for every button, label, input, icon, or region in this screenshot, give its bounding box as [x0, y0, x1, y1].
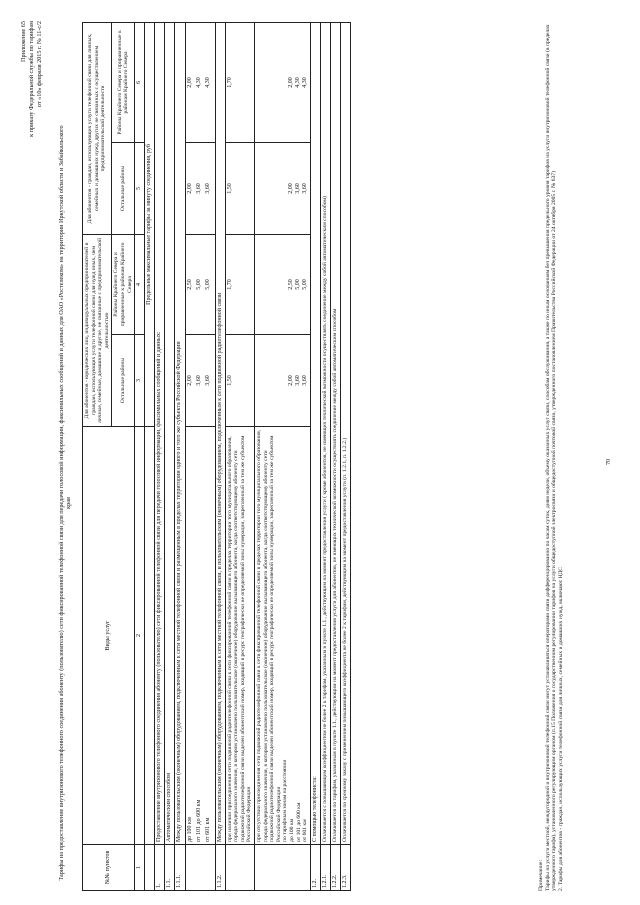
row-num: 1. [155, 845, 165, 891]
tariff-value: 3,60 [301, 183, 308, 194]
row-text: Оплачивается по срочному заказу с применением повышающего коэффициента не более 2 к тарифам, действующим на момент предоставления услуги (п. 1.2.1, п. 1.2.2.) [340, 22, 350, 844]
tariff-value: 2,00 [287, 77, 294, 88]
tariff-values [255, 22, 311, 142]
tariff-value: 3,60 [294, 183, 301, 194]
distance: до 100 км [288, 818, 295, 842]
tariff-value: 4,30 [294, 77, 301, 88]
page-number: 70 [606, 459, 612, 465]
tariff-value: 1,50 [225, 335, 254, 427]
tariff-value: 2,00 [287, 183, 294, 194]
row-num: 1.2. [310, 845, 320, 891]
header [18, 15, 78, 895]
zones-label: по тарифным зонам на расстоянии [282, 759, 289, 842]
colnum: 2 [135, 427, 145, 845]
row-text: Предоставление внутризонового телефонного соединения абоненту (пользователю) сети фиксированной телефонной связи для передачи голосовой информации, факсимильных сообщений и данных: [155, 22, 165, 844]
colnum: 3 [135, 335, 145, 427]
subheader-other-2: Остальные районы [112, 142, 135, 234]
notes-heading: Примечание: [538, 859, 544, 891]
table-row [225, 22, 254, 890]
tariff-values [255, 234, 311, 334]
tariff-value: 5,00 [294, 279, 301, 290]
table-row [320, 22, 330, 890]
subheader-north: Районы Крайнего Севера и приравненные к районам Крайнего Севера [112, 234, 135, 334]
row-num: 1.2.2. [330, 845, 340, 891]
tariff-value: 2,00 [186, 183, 193, 194]
row-text: при наличии присоединения сети подвижной радиотелефонной связи к сети фиксированной телефонной связи в пределах территории того муниципального образования, города федерального значения, в котором установлено пользовательское (оконечное) оборудование вызывающего абонента, когда соответствующему абоненту сети подвижной радиотелефонной связи выделен абонентский номер, входящий в ресурс географически не определяемой зоны нумерации, закрепленный за тем же субъектом Российской Федерации [225, 427, 254, 845]
tariff-values [185, 234, 215, 334]
tariff-value: 3,60 [301, 375, 308, 386]
subheader-other: Остальные районы [112, 335, 135, 427]
note-1: Тарифы на услуги местной, междугородной и внутризоновой телефонной связи могут устанавливаться операторами связи дифференцированно по часам суток, дням недели, объему оказанных услуг связи, способам обслуживания, а также по иным основаниям без превышения предельного уровня тарифов на услуги внутризоновой телефонной связи (в пределах утвержденного тарифа), установленного регулирующим органом (п.15 Положения о государственном регулировании тарифов на услуги общедоступной электросвязи и общедоступной почтовой связи, утвержденного постановлением Правительства Российской Федерации от 24 октября 2005 г. № 637) [544, 24, 558, 891]
distance-list [185, 427, 215, 845]
tariff-value: 5,00 [195, 279, 202, 290]
colnum: 4 [135, 234, 145, 334]
tariff-value: 2,50 [186, 279, 193, 290]
distance: от 601 км [302, 819, 309, 842]
table-row [155, 22, 165, 890]
distance: от 101 до 600 км [295, 802, 302, 842]
tariff-value: 3,60 [195, 183, 202, 194]
note-2: 2. Тарифы для абонентов - граждан, использующих услуги телефонной связи для личных, семейных и домашних нужд, включают НДС [558, 566, 565, 891]
header-service: Виды услуг [83, 427, 135, 845]
unit-label: Предельные максимальные тарифы за минуту соединения, руб [145, 22, 155, 426]
tariff-values [185, 142, 215, 234]
row-num: 1.1. [165, 845, 175, 891]
table-row [165, 22, 175, 890]
tariff-value: 4,30 [204, 77, 211, 88]
document-title: Тарифы на предоставление внутризонового телефонного соединения абоненту (пользователю) сети фиксированной телефонной связи для передачи голосовой информации, факсимильных сообщений и данных для ОАО «Ростелеком» на территории Иркутской области и Забайкальского края [58, 125, 73, 881]
tariff-value: 1,50 [225, 142, 254, 234]
tariff-value: 5,00 [204, 279, 211, 290]
distance: от 101 до 600 км [195, 799, 202, 842]
header-citizens: Для абонентов - граждан, использующих услуги телефонной связи для личных, семейных и домашних нужд, других не связанных с осуществлением предпринимательской деятельности [83, 22, 112, 234]
tariff-value: 3,60 [204, 183, 211, 194]
tariff-value: 2,00 [186, 77, 193, 88]
unit-row [145, 22, 155, 890]
tariff-value: 2,00 [186, 375, 193, 386]
column-numbers-row [135, 22, 145, 890]
tariff-value: 5,00 [301, 279, 308, 290]
row-text-b: при отсутствии присоединения сети подвижной радиотелефонной связи к сети фиксированной телефонной связи в пределах территории того муниципального образования, города федерального значения, в котором установлено пользовательское (оконечное) оборудование вызывающего абонента, когда соответствующему абоненту сети подвижной радиотелефонной связи выделен абонентский номер, входящий в ресурс географически не определяемой зоны нумерации, закрепленный за тем же субъектом Российской Федерации [256, 429, 282, 842]
table-header-row [83, 22, 112, 890]
row-num: 1.1.2. [215, 845, 225, 891]
table-row [330, 22, 340, 890]
row-text [255, 427, 311, 845]
appendix-line-1: Приложение 65 [20, 21, 27, 62]
row-num: 1.2.1. [320, 845, 330, 891]
row-num: 1.2.3. [340, 845, 350, 891]
tariff-value: 3,60 [294, 375, 301, 386]
rotated-content [18, 15, 618, 895]
distance: до 100 км [186, 817, 193, 842]
appendix-line-2: к приказу Федеральной службы по тарифам [27, 21, 35, 137]
tariff-value: 1,70 [225, 234, 254, 334]
table-row [340, 22, 350, 890]
table-row [310, 22, 320, 890]
tariff-value: 1,70 [225, 22, 254, 142]
appendix-line-3: от «10» февраля 2015 г. № 11-с/2 [35, 21, 43, 108]
tariff-value: 3,60 [195, 375, 202, 386]
tariff-value: 2,00 [287, 375, 294, 386]
colnum: 6 [135, 22, 145, 142]
appendix-block [20, 21, 43, 137]
header-num: №№ пунктов [83, 845, 135, 891]
tariff-table [82, 22, 351, 891]
table-row [175, 22, 185, 890]
header-legal: Для абонентов - юридических лиц, индивидуальных предпринимателей и граждан, использующих услуги телефонной связи для нужд иных, чем личные, семейные, домашние и другие, не связанные с предпринимательской деятельностью [83, 234, 112, 426]
table-row [185, 22, 215, 890]
row-text: Между пользовательским (оконечным) оборудованием, подключенным к сети местной телефонной связи, и пользовательским (оконечным) оборудованием, подключенным к сети подвижной радиотелефонной связи [215, 22, 225, 844]
tariff-value: 3,60 [204, 375, 211, 386]
tariff-values [185, 22, 215, 142]
table-row [255, 22, 311, 890]
colnum: 5 [135, 142, 145, 234]
row-text: Оплачивается по тарифам, указанным в пункте 1.1., действующим на момент предоставления услуги для абонентов, не имеющих технической возможности осуществлять соединение между собой автоматическим способом [330, 22, 340, 844]
row-num: 1.1.1. [175, 845, 185, 891]
tariff-value: 4,30 [301, 77, 308, 88]
table-row [215, 22, 225, 890]
row-text: Автоматическим способом [165, 22, 175, 844]
tariff-values [255, 142, 311, 234]
row-text: С помощью телефониста: [310, 22, 320, 844]
tariff-values [255, 335, 311, 427]
row-text: Между пользовательским (оконечным) оборудованием, подключенным к сети местной телефонной связи и размещенным в пределах территории одного и того же субъекта Российской Федерации [175, 22, 185, 844]
tariff-values [185, 335, 215, 427]
tariff-value: 2,50 [287, 279, 294, 290]
subheader-north-2: Районы Крайнего Севера и приравненные к районам Крайнего Севера [112, 22, 135, 142]
colnum: 1 [135, 845, 145, 891]
notes [538, 23, 565, 891]
row-text: Оплачивается с повышающим коэффициентом не более 2 к тарифам, указанным в пункте 1.1., действующим на момент предоставления услуги ( кроме абонентов, не имеющих технической возможности осуществлять соединение между собой автоматическим способом) [320, 22, 330, 844]
distance: от 601 км [204, 817, 211, 842]
tariff-value: 4,30 [195, 77, 202, 88]
